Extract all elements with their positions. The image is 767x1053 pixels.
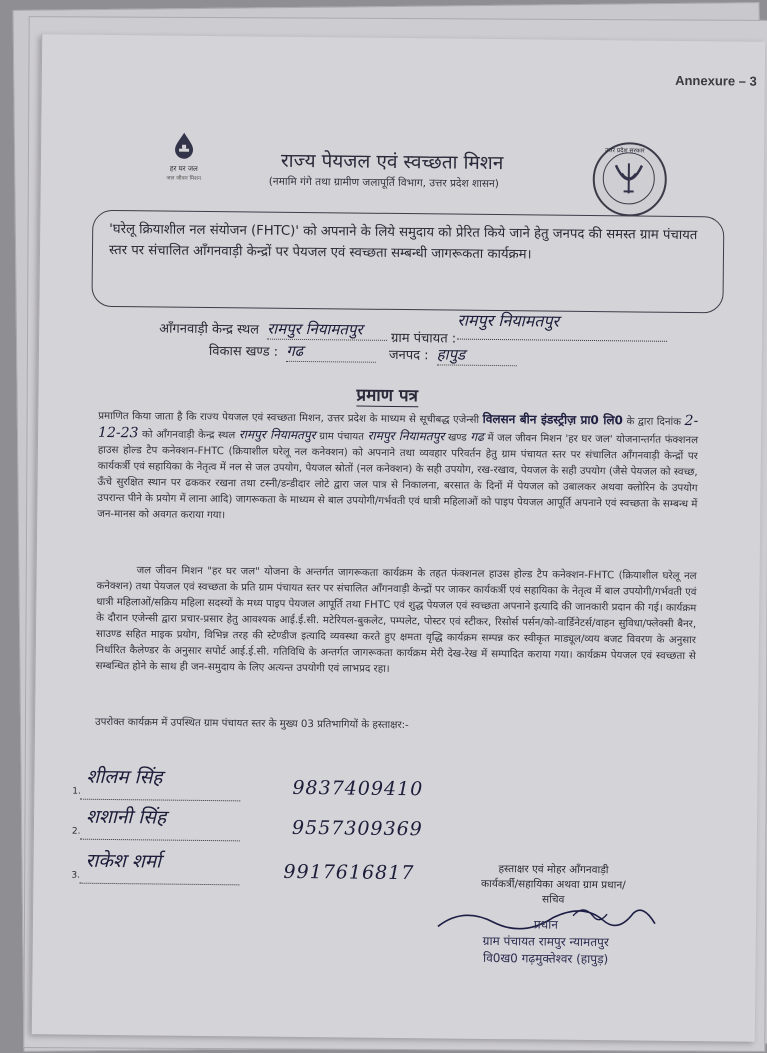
vikas-khand-value: गढ xyxy=(286,341,376,363)
program-description: 'घरेलू क्रियाशील नल संयोजन (FHTC)' को अपनाने के लिये समुदाय को प्रेरित किये जाने हेतु जनपद की समस्त ग्राम पंचायत स्तर पर संचालित आँगनवाड़ी केन्द्रों पर पेयजल एवं स्वच्छता सम्बन्धी जागरूकता कार्यक्रम। xyxy=(108,221,698,263)
certificate-page xyxy=(31,34,765,1042)
participant-number: 2. xyxy=(71,826,81,837)
participant-number: 3. xyxy=(71,870,81,881)
janpad-label: जनपद : xyxy=(388,347,429,364)
stamp-block: वि0ख0 गढ़मुक्तेश्वर (हापुड़) xyxy=(482,950,609,967)
up-government-emblem xyxy=(592,142,667,217)
agency-name: विलसन बीन इंडस्ट्रीज़ प्रा0 लि0 xyxy=(482,411,624,428)
emblem-inner-ring xyxy=(603,152,656,205)
participants-intro: उपरोक्त कार्यक्रम में उपस्थित ग्राम पंचायत स्तर के मुख्य 03 प्रतिभागियों के हस्ताक्षर:- xyxy=(94,716,409,732)
participant-name: शशानी सिंह xyxy=(85,805,167,829)
official-stamp xyxy=(441,915,652,968)
emblem-text: उत्तर प्रदेश सरकार xyxy=(605,147,645,155)
vikas-khand-label: विकास खण्ड : xyxy=(208,344,279,360)
para1-date-label: के द्वारा दिनांक xyxy=(626,416,682,428)
participant-name: शीलम सिंह xyxy=(86,765,163,789)
para1-site-label: को आँगनवाड़ी केन्द्र स्थल xyxy=(142,429,236,442)
vikas-khand-field xyxy=(209,340,377,363)
signature-label: हस्ताक्षर एवं मोहर आँगनवाड़ी कार्यकर्त्री/सहायिका अथवा ग्राम प्रधान/सचिव xyxy=(480,863,626,906)
janpad-value: हापुड xyxy=(437,344,517,366)
para1-khand-label: खण्ड xyxy=(447,432,467,444)
logo-caption: हर घर जल xyxy=(169,164,198,173)
annexure-label: Annexure – 3 xyxy=(675,72,757,89)
har-ghar-jal-logo xyxy=(157,130,212,182)
participant-number: 1. xyxy=(72,786,81,797)
panchayat-value: रामपुर नियामतपुर xyxy=(367,428,445,444)
participant-name: राकेश शर्मा xyxy=(85,849,162,873)
certificate-paragraph-2: जल जीवन मिशन "हर घर जल" योजना के अन्तर्गत जागरूकता कार्यक्रम के तहत फंक्शनल हाउस होल्ड टैप कनेक्शन-FHTC (क्रियाशील घरेलू नल कनेक्शन) तथा पेयजल एवं स्वच्छता के प्रति ग्राम पंचायत स्तर पर संचालित आँगनवाड़ी केन्द्रों पर जाकर कार्यकर्त्री एवं सहायिका के नेतृत्व में बाल उपयोगी/गर्भवती एवं धात्री महिलाओं/सक्रिय महिला सदस्यों के मध्य पाइप पेयजल आपूर्ति तथा FHTC एवं शुद्ध पेयजल एवं स्वच्छता अपनाने इत्यादि की जानकारी प्रदान की गई। कार्यक्रम के दौरान एजेन्सी द्वारा प्रचार-प्रसार हेतु आवश्यक आई.ई.सी. मटेरियल-बुकलेट, पम्पलेट, पोस्टर एवं स्टीकर, रिसोर्स पर्सन/को-वार्डिनेटर्स/वाहन सुविधा/फ्लेक्सी बैनर, साउण्ड सहित माइक प्रयोग, विभिन्न तरह की स्टेण्डीज इत्यादि व्यवस्था करते हुए क्षमता वृद्धि कार्यक्रम सम्पन्न कर स्वीकृत माड्यूल/व्यय बजट विवरण के अनुसार निर्धारित कैलेण्डर के अनुसार सपोर्ट आई.ई.सी. गतिविधि के अन्तर्गत जागरूकता कार्यक्रम मेरी देख-रेख में सम्पादित कराया गया। कार्यक्रम पेयजल एवं स्वच्छता से सम्बन्धित होने के साथ ही जन-समुदाय के लिए अत्यन्त उपयोगी एवं लाभप्रद रहा। xyxy=(95,565,697,675)
participant-phone: 9837409410 xyxy=(292,776,424,801)
site-value: रामपुर नियामतपुर xyxy=(238,427,316,443)
gram-panchayat-label: ग्राम पंचायत : xyxy=(391,330,457,347)
khand-value: गढ xyxy=(470,429,484,444)
janpad-field xyxy=(389,344,517,366)
para1-body: में जल जीवन मिशन 'हर घर जल' योजनान्तर्गत फंक्शनल हाउस होल्ड टैप कनेक्शन-FHTC (क्रियाशील घरेलू नल कनेक्शन) को अपनाने तथा व्यवहार परिवर्तन हेतु ग्राम पंचायत स्तर पर संचालित आँगनवाड़ी केन्द्रों पर कार्यकर्त्री एवं सहायिका के नेतृत्व में नल से जल उपयोग, पेयजल स्रोतों (नल कनेक्शन) के सही उपयोग, रख-रखाव, पेयजल के सही उपयोग (जैसे पेयजल को स्वच्छ, ऊँचे सुरक्षित स्थान पर ढककर रखना तथा टस्नी/डन्डीदार लोटे द्वारा जल पात्र से निकालना, बरसात के दिनों में पेयजल को उबालकर अथवा क्लोरिन के उपयोग उपरान्त पीने के प्रयोग में लाना आदि) जागरूकता के माध्यम से बाल उपयोगी/गर्भवती एवं धात्री महिलाओं को पाइप पेयजल आपूर्ति अपनाने एवं स्वच्छता के सम्बन्ध में जन-मानस को अवगत कराया गया। xyxy=(97,432,699,522)
stamp-designation: प्रधान xyxy=(533,917,559,932)
certificate-paragraph-1 xyxy=(97,407,698,529)
anganwadi-field xyxy=(159,317,387,340)
signature-line xyxy=(79,883,239,886)
participant-phone: 9917616817 xyxy=(283,860,415,885)
gram-panchayat-value: रामपुर नियामतपुर xyxy=(457,310,560,331)
participant-phone: 9557309369 xyxy=(291,816,423,841)
program-date: 2-12-23 xyxy=(98,412,699,442)
para1-intro: प्रमाणित किया जाता है कि राज्य पेयजल एवं स्वच्छता मिशन, उत्तर प्रदेश के माध्यम से सूचीबद्ध एजेन्सी xyxy=(98,410,480,426)
signature-line xyxy=(80,839,240,842)
fish-bow-icon xyxy=(604,153,655,204)
stamp-panchayat: ग्राम पंचायत रामपुर न्यामतपुर xyxy=(482,933,609,950)
logo-subcaption: जल जीवन मिशन xyxy=(166,175,201,182)
water-drop-icon xyxy=(169,131,199,161)
certificate-heading: प्रमाण पत्र xyxy=(356,383,418,408)
program-description-box xyxy=(91,210,724,314)
anganwadi-label: आँगनवाड़ी केन्द्र स्थल xyxy=(159,321,260,338)
signature-line xyxy=(80,799,240,802)
page-title: राज्य पेयजल एवं स्वच्छता मिशन xyxy=(280,149,504,175)
para1-panchayat-label: ग्राम पंचायत xyxy=(319,431,365,443)
page-subtitle: (नमामि गंगे तथा ग्रामीण जलापूर्ति विभाग, उत्तर प्रदेश शासन) xyxy=(268,175,499,191)
gram-panchayat-underline xyxy=(457,339,667,342)
anganwadi-value: रामपुर नियामतपुर xyxy=(267,319,387,341)
